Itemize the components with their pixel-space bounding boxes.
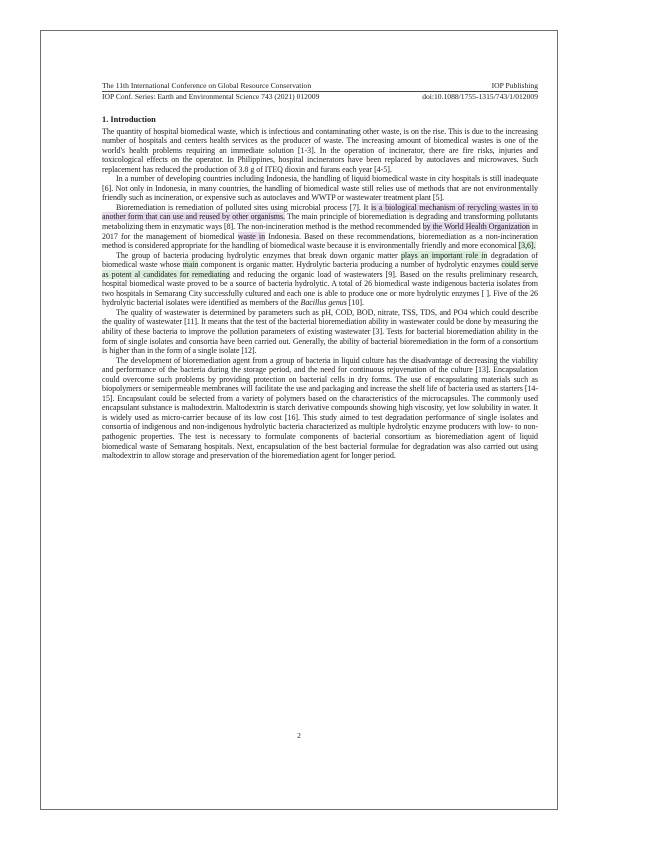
p3-text-g: Indonesia. Based on these recommendations, bioremediation as a non-incineration method is considered appropriate for the handling of biomedical waste because it is environmentally friendly and more economical (102, 231, 538, 251)
doi-text: doi:10.1088/1755-1315/743/1/012009 (422, 92, 538, 101)
p3-text-c: The main principle of bioremediation is degrading and transforming pollutants metabolizing them in enzymatic ways [8]. The non-incineration method is the method recommended (102, 212, 539, 231)
paper-page (40, 30, 558, 810)
p4-highlight-b: plays an important role in (400, 250, 488, 260)
conference-name: The 11th International Conference on Global Resource Conservation (102, 81, 312, 90)
paragraph-1: The quantity of hospital biomedical waste, which is infectious and contaminating other waste, is on the rise. This is due to the increasing number of hospitals and centers health services as the producer of waste. The increasing amount of biomedical wastes is one of the world's health problems requiring an immediate solution [1-3]. In the operation of incinerator, there are fire risks, injuries and toxicological effects on the operator. In Philippines, hospital incinerators have been replaced by autoclaves and microwaves. Such replacement has reduced the production of 3.8 g of ITEQ dioxin and furans each year [4-5]. (102, 126, 538, 174)
series-line (102, 92, 538, 102)
p4-highlight-d: main (182, 260, 199, 270)
p3-highlight-a: is a biological mechanism of recycling wastes in to another form that can use and reused by other organisms. (102, 202, 538, 222)
p4-text-e: component is organic matter. Hydrolytic bacteria producing a number of hydrolytic enzymes (198, 260, 502, 270)
p4-text-a: The group of bacteria producing hydrolytic enzymes that break down organic matter (116, 250, 401, 260)
publisher-name: IOP Publishing (491, 81, 538, 90)
p3-highlight-d: by the World Health Organization (422, 221, 530, 231)
p4-text-g: and reducing the organic load of wastewaters [9]. Based on the results preliminary research, hospital biomedical waste proved to be a source of bacteria hydrolytic. A total of 26 biomedical waste indigenous bacteria isolates from two hospitals in Semarang City successfully cultured and each one is able to produce one or more hydrolytic enzymes [ ]. Five of the 26 hydrolytic bacterial isolates were identified as members of the (102, 269, 538, 308)
paragraph-6: The development of bioremediation agent from a group of bacteria in liquid culture has the disadvantage of decreasing the viability and performance of the bacteria during the storage period, and the need for continuous rejuvenation of the culture [13]. Encapsulation could overcome such problems by providing protection on bacterial cells in dry forms. The use of encapsulating materials such as biopolymers or semipermeable membranes will facilitate the use and packaging and increase the shelf life of bacteria used as starters [14-15]. Encapsulant could be selected from a variety of polymers based on the characteristics of the microcapsules. The commonly used encapsulant substance is maltodextrin. Maltodextrin is starch derivative compounds showing high viscosity, yet low solubility in water. It is widely used as micro-carrier because of its low cost [16]. This study aimed to test degradation performance of single isolates and consortia of indigenous and non-indigenous hydrolytic bacteria characterized as multiple hydrolytic enzyme producers with low- to non-pathogenic properties. The test is necessary to formulate components of bacterial consortium as bioremediation agent of liquid biomedical waste of Semarang hospitals. Next, encapsulation of the best bacterial formulae for degradation was also carried out using maltodextrin to allow storage and preservation of the bioremediation agent for longer period. (102, 355, 538, 461)
p3-highlight-f: waste in (237, 231, 266, 241)
p4-highlight-f: could serve as potent al candidates for remediating (102, 260, 539, 279)
paragraph-2: In a number of developing countries including Indonesia, the handling of liquid biomedical waste in city hospitals is still inadequate [6]. Not only in Indonesia, in many countries, the handling of biomedical waste still relies use of methods that are not environmentally friendly such as incineration, or expensive such as autoclaves and WWTP or wastewater treatment plant [5]. (102, 174, 538, 203)
p4-text-c: degradation of biomedical waste whose (102, 250, 538, 270)
p4-genus-italic: Bacillus genus (300, 298, 347, 308)
paragraph-4 (102, 251, 538, 308)
page-number: 2 (297, 731, 301, 740)
p3-text-e: in 2017 for the management of biomedical (102, 221, 538, 241)
running-header (102, 81, 538, 91)
section-title: 1. Introduction (102, 115, 156, 124)
p3-highlight-h: [3,6]. (518, 241, 536, 251)
p4-text-i: [10]. (346, 298, 364, 308)
paragraph-3 (102, 203, 538, 251)
series-citation: IOP Conf. Series: Earth and Environmental Science 743 (2021) 012009 (102, 92, 320, 101)
page-content (102, 81, 538, 461)
paragraph-5: The quality of wastewater is determined by parameters such as pH, COD, BOD, nitrate, TSS, TDS, and PO4 which could describe the quality of wastewater [11]. It means that the test of the bacterial bioremediation ability in wastewater could be done by measuring the ability of these bacteria to improve the pollution parameters of existing wastewater [3]. Tests for bacterial bioremediation ability in the form of single isolates and consortia have been carried out. Generally, the ability of bacterial bioremediation in the form of a consortium is higher than in the form of a single isolate [12]. (102, 307, 538, 356)
p3-text-a: Bioremediation is remediation of polluted sites using microbial process [7]. It (116, 202, 371, 212)
